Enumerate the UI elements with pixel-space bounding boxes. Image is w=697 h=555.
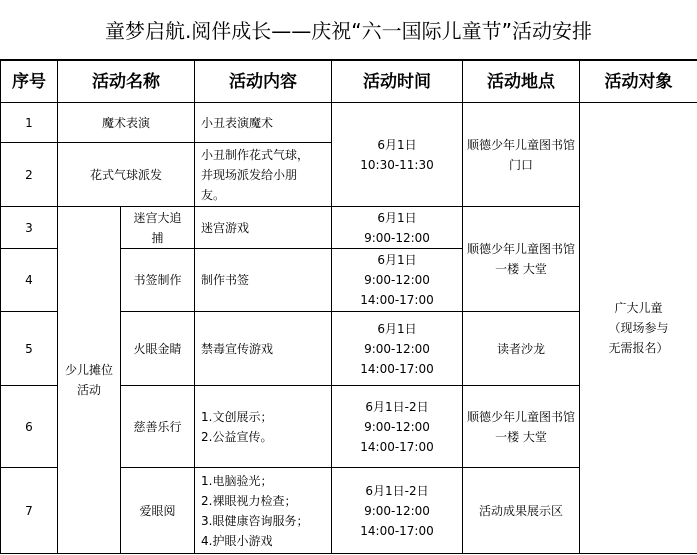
activity-content: 禁毒宣传游戏 [195,312,332,386]
header-row [1,61,697,103]
schedule-table [0,60,697,554]
activity-name: 花式气球派发 [58,143,195,207]
activity-target: 广大儿童 （现场参与 无需报名） [580,103,697,554]
activity-content: 1.电脑验光； 2.裸眼视力检查； 3.眼健康咨询服务； 4.护眼小游戏 [195,468,332,554]
page-title: 童梦启航.阅伴成长——庆祝“六一国际儿童节”活动安排 [0,0,697,60]
activity-name: 魔术表演 [58,103,195,143]
activity-content: 小丑表演魔术 [195,103,332,143]
activity-content: 制作书签 [195,249,332,312]
activity-time: 6月1日 9:00-12:00 [332,207,463,249]
activity-name: 书签制作 [121,249,195,312]
row-number: 2 [1,143,58,207]
row-number: 7 [1,468,58,554]
row-number: 3 [1,207,58,249]
activity-time: 6月1日-2日 9:00-12:00 14:00-17:00 [332,468,463,554]
activity-name: 爱眼阅 [121,468,195,554]
activity-time: 6月1日 9:00-12:00 14:00-17:00 [332,312,463,386]
activity-place: 顺德少年儿童图书馆 一楼 大堂 [463,386,580,468]
activity-time: 6月1日 10:30-11:30 [332,103,463,207]
header-no: 序号 [1,61,58,103]
activity-content: 迷宫游戏 [195,207,332,249]
row-number: 1 [1,103,58,143]
activity-name: 火眼金睛 [121,312,195,386]
row-number: 4 [1,249,58,312]
activity-place: 顺德少年儿童图书馆 一楼 大堂 [463,207,580,312]
activity-content: 1.文创展示； 2.公益宣传。 [195,386,332,468]
table-row [1,103,697,143]
row-number: 6 [1,386,58,468]
activity-name: 慈善乐行 [121,386,195,468]
row-number: 5 [1,312,58,386]
activity-time: 6月1日 9:00-12:00 14:00-17:00 [332,249,463,312]
activity-name: 迷宫大追 捕 [121,207,195,249]
activity-content: 小丑制作花式气球， 并现场派发给小朋 友。 [195,143,332,207]
activity-group-name: 少儿摊位 活动 [58,207,121,554]
activity-place: 顺德少年儿童图书馆 门口 [463,103,580,207]
header-time: 活动时间 [332,61,463,103]
header-name: 活动名称 [58,61,195,103]
activity-place: 活动成果展示区 [463,468,580,554]
header-place: 活动地点 [463,61,580,103]
header-content: 活动内容 [195,61,332,103]
activity-time: 6月1日-2日 9:00-12:00 14:00-17:00 [332,386,463,468]
header-target: 活动对象 [580,61,697,103]
activity-place: 读者沙龙 [463,312,580,386]
